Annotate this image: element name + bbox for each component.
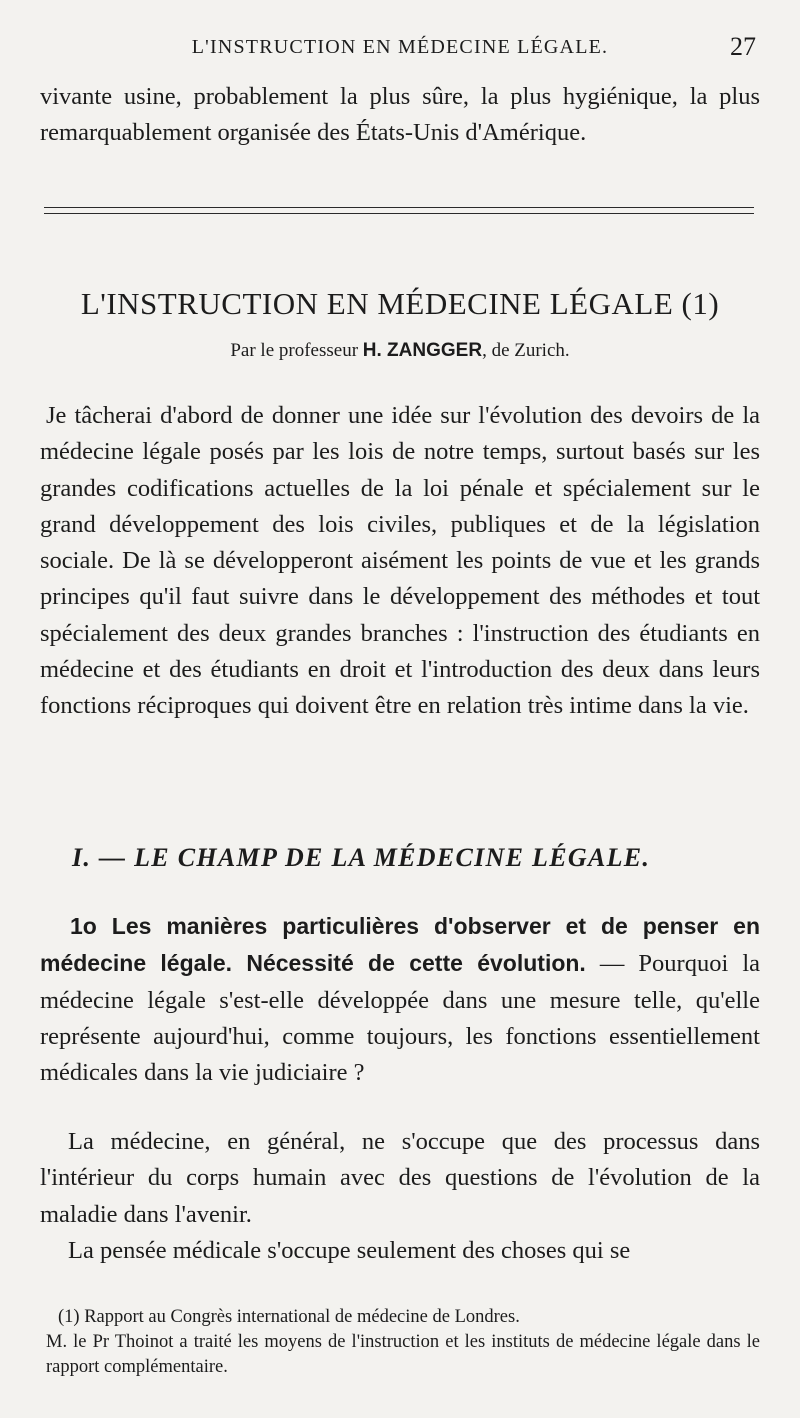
subsection-text: — Pourquoi la médecine légale s'est-elle développée dans une mesure telle, qu'elle représente aujourd'hui, comme toujours, les fonctions essentiellement médicales dans la vie judiciaire ? [40, 950, 760, 1087]
continuation-paragraph: vivante usine, probablement la plus sûre, la plus hygiénique, la plus remarquablement organisée des États-Unis d'Amérique. [40, 83, 760, 147]
page-number: 27 [730, 32, 756, 61]
article-title: L'INSTRUCTION EN MÉDECINE LÉGALE (1) [80, 286, 720, 321]
separator-rule-top [44, 207, 754, 208]
running-title: L'INSTRUCTION EN MÉDECINE LÉGALE. [191, 36, 609, 58]
running-head [40, 32, 760, 66]
intro-paragraph: Je tâcherai d'abord de donner une idée sur l'évolution des devoirs de la médecine légale posés par les lois de notre temps, surtout basés sur les grandes codifications actuelles de la loi pénale et spécialement sur le grand développement des lois civiles, publiques et de la législation sociale. De là se développeront aisément les points de vue et les grands principes qu'il faut suivre dans le développement des méthodes et tout spécialement des deux grandes branches : l'instruction des étudiants en médecine et des étudiants en droit et l'introduction des deux dans leurs fonctions réciproques qui doivent être en relation très intime dans la vie. [40, 402, 760, 720]
subsection-paragraph [40, 908, 760, 1091]
separator-rule-bottom [44, 213, 754, 214]
footnote-2: M. le Pr Thoinot a traité les moyens de l'instruction et les instituts de médecine légale dans le rapport complémentaire. [46, 1332, 760, 1377]
byline [40, 340, 760, 362]
footnote-1: (1) Rapport au Congrès international de médecine de Londres. [58, 1307, 520, 1327]
footnotes [46, 1305, 760, 1380]
section-heading: I. — LE CHAMP DE LA MÉDECINE LÉGALE. [72, 843, 651, 872]
byline-suffix: , de Zurich. [482, 340, 570, 361]
byline-author: H. ZANGGER [362, 340, 483, 361]
subsection-label: 1o Les manières particulières d'observer et de penser en médecine légale. Nécessité de cette évolution. [40, 913, 760, 977]
body-paragraph-3: La pensée médicale s'occupe seulement des choses qui se [68, 1237, 631, 1264]
byline-prefix: Par le professeur [230, 340, 359, 361]
body-paragraph-2: La médecine, en général, ne s'occupe que des processus dans l'intérieur du corps humain avec des questions de l'évolution de la maladie dans l'avenir. [40, 1128, 760, 1228]
